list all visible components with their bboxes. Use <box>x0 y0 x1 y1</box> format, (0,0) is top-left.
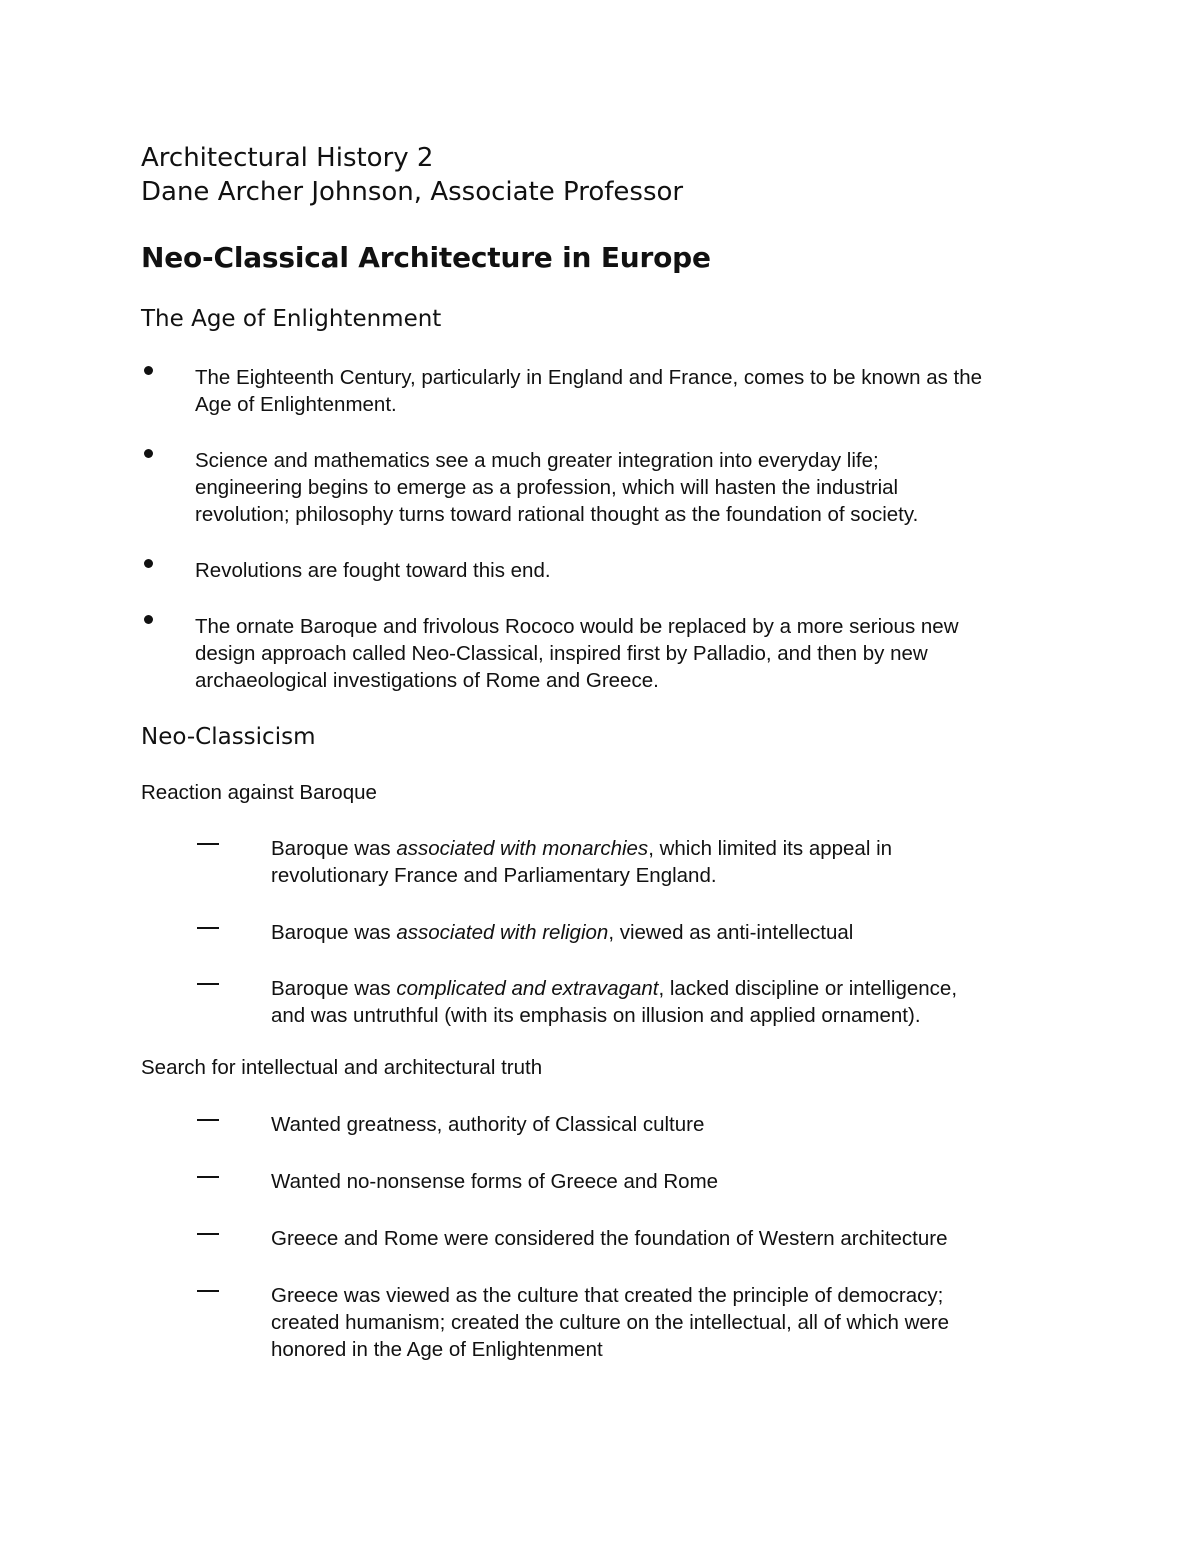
list-item-line: Revolutions are fought toward this end. <box>195 559 551 582</box>
list-item <box>271 1225 948 1252</box>
list-item <box>271 1111 704 1138</box>
list-item-line: archaeological investigations of Rome and Greece. <box>195 669 659 692</box>
list-item-line: honored in the Age of Enlightenment <box>271 1338 603 1361</box>
list-item-line: The ornate Baroque and frivolous Rococo would be replaced by a more serious new <box>195 615 959 638</box>
list-item-line: Age of Enlightenment. <box>195 393 397 416</box>
dash-bullet-icon <box>197 927 219 929</box>
list-item: Baroque was associated with religion, viewed as anti-intellectual <box>271 921 854 944</box>
list-item <box>195 613 959 694</box>
list-item-line: design approach called Neo-Classical, inspired first by Palladio, and then by new <box>195 642 928 665</box>
list-item <box>271 1282 949 1363</box>
instructor-name: Dane Archer Johnson, Associate Professor <box>141 177 684 207</box>
list-item-line: The Eighteenth Century, particularly in England and France, comes to be known as the <box>195 366 983 389</box>
emphasis-text: associated with monarchies <box>396 837 649 860</box>
list-item-line: Wanted greatness, authority of Classical culture <box>271 1113 705 1136</box>
list-item <box>195 447 918 528</box>
dash-bullet-icon <box>197 1176 219 1178</box>
list-item-line: Greece and Rome were considered the foundation of Western architecture <box>271 1227 948 1250</box>
list-item: Baroque was associated with monarchies, which limited its appeal in revolutionary France and Parliamentary England. <box>271 837 893 887</box>
dash-bullet-icon <box>197 843 219 845</box>
list-item-line: Greece was viewed as the culture that created the principle of democracy; <box>271 1284 944 1307</box>
list-item-line: engineering begins to emerge as a profession, which will hasten the industrial <box>195 476 899 499</box>
dash-bullet-icon <box>197 1290 219 1292</box>
bullet-icon <box>144 366 153 375</box>
section-heading-neoclassicism: Neo-Classicism <box>141 724 316 750</box>
list-item <box>195 364 982 418</box>
list-item-line: revolutionary France and Parliamentary England. <box>271 864 717 887</box>
subheading-search: Search for intellectual and architectural truth <box>141 1056 543 1079</box>
page-title: Neo-Classical Architecture in Europe <box>141 241 711 274</box>
bullet-icon <box>144 559 153 568</box>
list-item-line: Science and mathematics see a much greater integration into everyday life; <box>195 449 879 472</box>
list-item <box>271 1168 718 1195</box>
dash-bullet-icon <box>197 983 219 985</box>
list-item-line: and was untruthful (with its emphasis on illusion and applied ornament). <box>271 1004 921 1027</box>
list-item-line: revolution; philosophy turns toward rational thought as the foundation of society. <box>195 503 919 526</box>
section-heading-enlightenment: The Age of Enlightenment <box>141 306 442 332</box>
dash-bullet-icon <box>197 1233 219 1235</box>
subheading-reaction: Reaction against Baroque <box>141 781 377 804</box>
list-item <box>195 557 551 584</box>
bullet-icon <box>144 615 153 624</box>
emphasis-text: associated with religion <box>396 921 609 944</box>
emphasis-text: complicated and extravagant <box>396 977 659 1000</box>
bullet-icon <box>144 449 153 458</box>
list-item: Baroque was complicated and extravagant, lacked discipline or intelligence, and was untruthful (with its emphasis on illusion and applied ornament). <box>271 977 958 1027</box>
list-item-line: Wanted no-nonsense forms of Greece and Rome <box>271 1170 719 1193</box>
course-name: Architectural History 2 <box>141 143 434 173</box>
list-item-line: created humanism; created the culture on the intellectual, all of which were <box>271 1311 950 1334</box>
dash-bullet-icon <box>197 1119 219 1121</box>
